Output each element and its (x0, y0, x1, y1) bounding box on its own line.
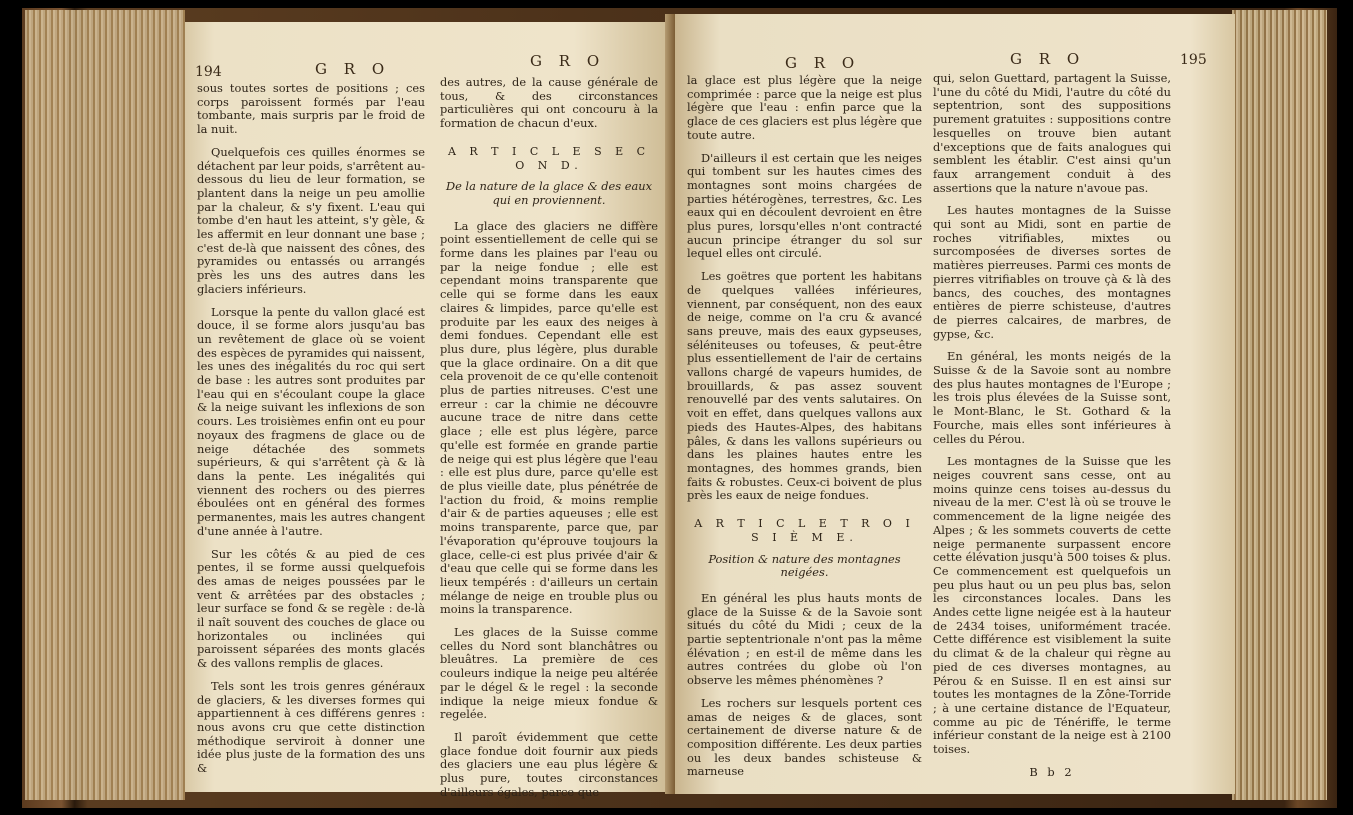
paragraph: sous toutes sortes de positions ; ces corps paroissent formés par l'eau tombante, mais surpris par le froid de la nuit. (197, 81, 425, 137)
paragraph: Quelquefois ces quilles énormes se détachent par leur poids, s'arrêtent au-dessous du lieu de leur formation, se plantent dans la neige un peu amollie par la chaleur, & s'y fixent. L'eau qui tombe d'en haut les atteint, s'y gèle, & les affermit en leur donnant une base ; c'est de-là que naissent des cônes, des pyramides ou entassés ou arrangés près les uns des autres dans les glaciers inférieurs. (197, 144, 425, 296)
page-number-left: 194 (195, 64, 222, 80)
paragraph: Les rochers sur lesquels portent ces amas de neiges & de glaces, sont certainement de diverse nature & de composition différente. Les deux parties ou les deux bandes schisteuse & marneuse (687, 695, 922, 779)
running-head-left-col2: G R O (530, 52, 606, 70)
page-edges-right (1232, 10, 1327, 800)
right-column-2 (933, 72, 1171, 779)
paragraph: qui, selon Guettard, partagent la Suisse, l'une du côté du Midi, l'autre du côté du septentrion, sont des suppositions purement gratuites : suppositions contre lesquelles on trouve bien autant d'exceptions que de faits analogues qui semblent les établir. C'est ainsi qu'un faux arrangement conduit à des assertions que la nature n'avoue pas. (933, 71, 1171, 195)
left-column-1 (197, 82, 425, 785)
page-number-right: 195 (1180, 52, 1207, 68)
paragraph: En général, les monts neigés de la Suisse & de la Savoie sont au nombre des plus hautes montagnes de l'Europe ; les trois plus élevées de la Suisse sont, le Mont-Blanc, le St. Gothard & la Fourche, mais elles sont inférieures à celles du Pérou. (933, 349, 1171, 446)
right-page (675, 14, 1235, 794)
signature-mark: B b 2 (1029, 764, 1075, 779)
paragraph: La glace des glaciers ne diffère point essentiellement de celle qui se forme dans les plaines par l'eau ou par la neige fondue ; elle est cependant moins transparente que celle qui se forme dans les eaux claires & limpides, parce qu'elle est produite par les eaux des neiges à demi fondues. Cependant elle est plus dure, plus légère, plus durable que la glace ordinaire. On a dit que cela provenoit de ce qu'elle contenoit plus de parties nitreuses. C'est une erreur : car la chimie ne découvre aucune trace de nitre dans cette glace ; elle est plus légère, parce qu'elle est formée en grande partie de neige qui est plus légère que l'eau : elle est plus dure, parce qu'elle est de plus vieille date, plus pénétrée de l'action du froid, & moins remplie d'air & de parties aqueuses ; elle est moins transparente, parce que, par l'évaporation qu'éprouve toujours la glace, celle-ci est plus privée d'air & d'eau que celle qui se forme dans les lieux tempérés : d'ailleurs un certain mélange de neige en trouble plus ou moins la transparence. (440, 218, 658, 617)
right-column-1 (687, 74, 922, 788)
paragraph: Il paroît évidemment que cette glace fondue doit fournir aux pieds des glaciers une eau plus légère & plus pure, toutes circonstances d'ailleurs égales, parce que (440, 729, 658, 799)
running-head-right-col2: G R O (1010, 50, 1086, 68)
paragraph: Tels sont les trois genres généraux de glaciers, & les diverses formes qui appartiennent à ces différens genres : nous avons cru que cette distinction méthodique serviroit à donner une idée plus juste de la formation des uns & (197, 678, 425, 776)
paragraph: En général les plus hauts monts de glace de la Suisse & de la Savoie sont situés du côté du Midi ; ceux de la partie septentrionale n'ont pas la même élévation ; en est-il de même dans les autres contrées du globe où l'on observe les mêmes phénomènes ? (687, 590, 922, 688)
article-title: A R T I C L E S E C O N D. (447, 144, 651, 172)
left-column-2 (440, 76, 658, 808)
running-head-left: G R O (315, 60, 391, 78)
paragraph: des autres, de la cause générale de tous, & des circonstances particulières qui ont concouru à la formation de chacun d'eux. (440, 75, 658, 131)
paragraph: Les montagnes de la Suisse que les neiges couvrent sans cesse, ont au moins quinze cens toises au-dessus du niveau de la mer. C'est là où se trouve le commencement de la ligne neigée des Alpes ; & les sommets couverts de cette neige permanente surpassent encore cette élévation jusqu'à 500 toises & plus. Ce commencement est quelquefois un peu plus haut ou un peu plus bas, selon les circonstances locales. Dans les Andes cette ligne neigée est à la hauteur de 2434 toises, uniformément tracée. Cette différence est visiblement la suite du climat & de la chaleur qui règne au pied de ces diverses montagnes, au Pérou & en Suisse. Il en est ainsi sur toutes les montagnes de la Zône-Torride ; à une certaine distance de l'Equateur, comme au pic de Ténériffe, le terme inférieur constant de la neige est à 2100 toises. (933, 454, 1171, 757)
running-head-right: G R O (785, 54, 861, 72)
paragraph: Les hautes montagnes de la Suisse qui sont au Midi, sont en partie de roches vitrifiables, mixtes ou surcomposées de diverses sortes de matières pierreuses. Parmi ces monts de pierres vitrifiables on trouve çà & là des bancs, des couches, des montagnes entières de pierre schisteuse, d'autres de pierres calcaires, de marbres, de gypse, &c. (933, 203, 1171, 341)
page-edges-left (25, 10, 185, 800)
paragraph: Les glaces de la Suisse comme celles du Nord sont blanchâtres ou bleuâtres. La première de ces couleurs indique la neige peu altérée par le dégel & le regel : la seconde indique la neige mieux fondue & regelée. (440, 625, 658, 722)
paragraph: la glace est plus légère que la neige comprimée : parce que la neige est plus légère que l'eau : enfin parce que la glace de ces glaciers est plus légère que toute autre. (687, 73, 922, 142)
paragraph: Lorsque la pente du vallon glacé est douce, il se forme alors jusqu'au bas un revêtement de glace où se voient des espèces de pyramides qui naissent, les unes des inégalités du roc qui sert de base : les autres sont produites par l'eau qui en s'écoulant coupe la glace & la neige suivant les inflexions de son cours. Les troisièmes enfin ont eu pour noyaux des fragmens de glace ou de neige détachée des sommets supérieurs, & qui s'arrêtent çà & là dans la pente. Les inégalités qui viennent des rochers ou des pierres éboulées ont en général des formes permanentes, mais les autres changent d'une année à l'autre. (197, 304, 425, 538)
article-subtitle: Position & nature des montagnes neigées. (708, 551, 901, 580)
paragraph: D'ailleurs il est certain que les neiges qui tombent sur les hautes cimes des montagnes sont moins chargées de parties hétérogènes, terrestres, &c. Les eaux qui en découlent devroient en être plus pures, lorsqu'elles n'ont contracté aucun principe étranger du sol sur lequel elles ont circulé. (687, 150, 922, 261)
article-title: A R T I C L E T R O I S I È M E. (694, 517, 915, 544)
article-subtitle: De la nature de la glace & des eaux qui en proviennent. (445, 179, 653, 207)
paragraph: Sur les côtés & au pied de ces pentes, il se forme aussi quelquefois des amas de neiges poussées par le vent & arrêtées par des obstacles ; leur surface se fond & se regèle : de-là il naît souvent des couches de glace ou horizontales ou inclinées qui paroissent séparées des monts glacés & des vallons remplis de glaces. (197, 546, 425, 671)
paragraph: Les goëtres que portent les habitans de quelques vallées inférieures, viennent, par conséquent, non des eaux de neige, comme on l'a cru & avancé sans preuve, mais des eaux gypseuses, séléniteuses ou tofeuses, & peut-être plus essentiellement de l'air de certains vallons chargé de vapeurs humides, de brouillards, & pas assez souvent renouvellé par des vents salutaires. On voit en effet, dans quelques vallons aux pieds des Hautes-Alpes, des habitans pâles, & dans les vallons supérieurs ou dans les plaines hautes entre les montagnes, des hommes grands, bien faits & robustes. Ceux-ci boivent de plus près les eaux de neige fondues. (687, 269, 922, 503)
left-page (185, 22, 671, 799)
